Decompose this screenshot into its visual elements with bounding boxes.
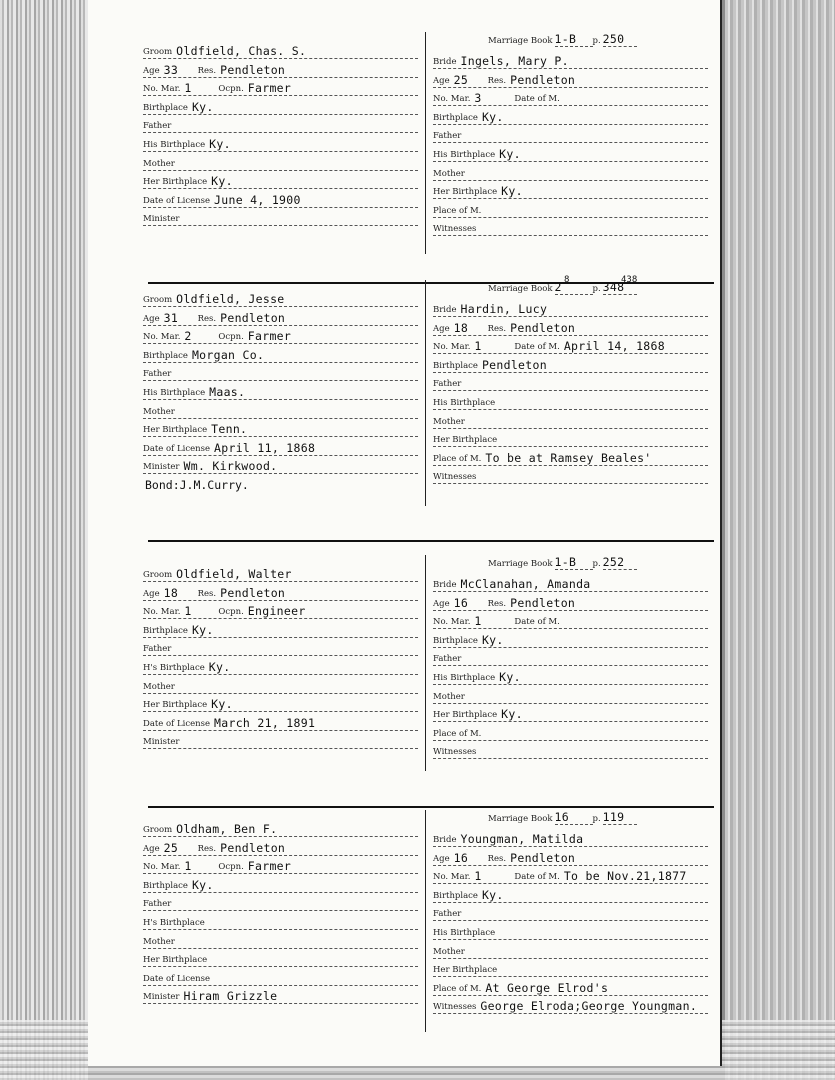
groom-no-mar: 1 (184, 859, 192, 874)
marriage-record-page (88, 0, 722, 1066)
bride-label: Bride (433, 580, 457, 590)
groom-name: Oldfield, Jesse (176, 292, 285, 306)
father-label: Father (143, 644, 172, 655)
form-field (143, 584, 418, 601)
column-divider (425, 555, 426, 771)
bride-name: Youngman, Matilda (460, 832, 584, 846)
bride-residence: Pendleton (510, 850, 576, 865)
bride-mother-birthplace: Ky. (501, 184, 523, 199)
minister-label: Minister (143, 462, 180, 473)
column-divider (425, 810, 426, 1032)
mother-label: Mother (433, 691, 465, 702)
groom-age: 33 (163, 62, 179, 77)
witnesses-label: Witnesses (433, 1002, 477, 1013)
minister-label: Minister (143, 992, 180, 1003)
age-label: Age (143, 313, 160, 324)
minister-name: Wm. Kirkwood. (183, 459, 278, 474)
marriage-book-number: 2 (555, 280, 593, 295)
form-field (433, 649, 708, 666)
marriage-book-number-alt: 8 (564, 275, 570, 285)
res-label: Res. (487, 75, 507, 86)
groom-father-birthplace: Maas. (209, 385, 246, 399)
age-label: Age (143, 65, 160, 76)
minister-label: Minister (143, 214, 180, 225)
column-divider (425, 32, 426, 254)
father-label: Father (433, 654, 462, 665)
marriage-book-page: 348 (603, 280, 637, 295)
his-birthplace-label: His Birthplace (433, 150, 496, 160)
date-of-license: April 11, 1868 (214, 440, 316, 455)
form-field (143, 876, 418, 893)
groom-no-mar: 1 (184, 604, 192, 619)
bride-mother-birthplace: Ky. (501, 707, 523, 722)
date-of-license: March 21, 1891 (214, 715, 316, 730)
form-field (433, 942, 708, 959)
form-field (433, 668, 708, 685)
form-field (433, 923, 708, 940)
form-field (143, 154, 418, 171)
bride-label: Bride (433, 835, 457, 845)
no-mar-label: No. Mar. (433, 342, 471, 353)
groom-name: Oldfield, Chas. S. (176, 44, 307, 58)
marriage-book-ref (488, 32, 637, 47)
bride-age: 16 (453, 850, 469, 865)
birthplace-label: Birthplace (143, 350, 188, 361)
groom-occupation: Farmer (247, 81, 292, 96)
no-mar-label: No. Mar. (143, 862, 181, 873)
groom-name: Oldham, Ben F. (176, 822, 278, 836)
form-field (143, 658, 418, 675)
form-field (143, 172, 418, 189)
form-field (433, 830, 708, 847)
marriage-book-label: Marriage Book (488, 559, 553, 569)
form-field (143, 913, 418, 930)
groom-father-birthplace: Ky. (208, 660, 231, 674)
age-label: Age (143, 843, 160, 854)
column-divider (425, 280, 426, 506)
her-birthplace-label: Her Birthplace (143, 700, 208, 711)
date-of-license-label: Date of License (143, 973, 211, 984)
groom-no-mar: 2 (184, 329, 192, 344)
bride-birthplace: Ky. (481, 632, 504, 647)
form-field (433, 997, 708, 1014)
form-field (433, 849, 708, 866)
groom-occupation: Engineer (247, 604, 306, 619)
place-of-marriage: To be at Ramsey Beales' (485, 450, 652, 465)
groom-age: 25 (163, 840, 179, 855)
marriage-book-label: Marriage Book (488, 284, 553, 294)
mother-label: Mother (433, 946, 465, 957)
date-of-marriage: April 14, 1868 (563, 339, 665, 354)
ocpn-label: Ocpn. (218, 862, 244, 873)
form-field (143, 839, 418, 856)
form-field (143, 383, 418, 400)
form-field (433, 52, 708, 69)
form-field (143, 602, 418, 619)
witnesses-label: Witnesses (433, 224, 477, 235)
date-of-license-label: Date of License (143, 195, 211, 206)
page-label: p. (592, 559, 601, 569)
ocpn-label: Ocpn. (218, 84, 244, 95)
date-of-license-label: Date of License (143, 718, 211, 729)
no-mar-label: No. Mar. (433, 872, 471, 883)
groom-residence: Pendleton (220, 840, 286, 855)
father-label: Father (433, 379, 462, 390)
form-field (433, 71, 708, 88)
form-field (433, 319, 708, 336)
form-field (433, 612, 708, 629)
mother-label: Mother (143, 936, 175, 947)
groom-occupation: Farmer (247, 859, 292, 874)
marriage-book-ref (488, 555, 637, 570)
his-birthplace-label: His Birthplace (143, 140, 206, 150)
bride-no-mar: 1 (474, 614, 482, 629)
form-field (433, 867, 708, 884)
scan-edge-left (0, 0, 88, 1080)
minister-name: Hiram Grizzle (183, 989, 278, 1004)
groom-age: 18 (163, 585, 179, 600)
form-field (143, 402, 418, 419)
birthplace-label: Birthplace (143, 880, 188, 891)
form-field (433, 449, 708, 466)
bride-residence: Pendleton (510, 72, 576, 87)
page-label: p. (592, 284, 601, 294)
date-of-license: June 4, 1900 (214, 192, 301, 207)
her-birthplace-label: Her Birthplace (433, 187, 498, 198)
form-field (143, 420, 418, 437)
form-field (143, 309, 418, 326)
page-label: p. (592, 36, 601, 46)
groom-label: Groom (143, 295, 173, 305)
father-label: Father (143, 369, 172, 380)
marriage-book-number: 1-B (555, 32, 593, 47)
date-of-m-label: Date of M. (514, 342, 560, 353)
marriage-book-label: Marriage Book (488, 36, 553, 46)
place-of-m-label: Place of M. (433, 983, 482, 994)
form-field (433, 631, 708, 648)
res-label: Res. (197, 843, 217, 854)
bride-name: Hardin, Lucy (460, 302, 548, 316)
form-field (433, 89, 708, 106)
form-field (143, 457, 418, 474)
form-field (143, 732, 418, 749)
form-field (433, 300, 708, 317)
his-birthplace-label: H's Birthplace (143, 918, 205, 928)
her-birthplace-label: Her Birthplace (143, 955, 208, 966)
form-field (433, 412, 708, 429)
mother-label: Mother (433, 416, 465, 427)
place-of-m-label: Place of M. (433, 728, 482, 739)
form-field (143, 42, 418, 59)
res-label: Res. (487, 323, 507, 334)
her-birthplace-label: Her Birthplace (143, 177, 208, 188)
marriage-book-ref (488, 810, 637, 825)
form-field (143, 857, 418, 874)
form-field (433, 886, 708, 903)
form-field (433, 742, 708, 759)
place-of-marriage: At George Elrod's (485, 980, 609, 995)
birthplace-label: Birthplace (433, 635, 478, 646)
date-of-m-label: Date of M. (514, 617, 560, 628)
witnesses: George Elroda;George Youngman. (480, 999, 698, 1014)
res-label: Res. (197, 65, 217, 76)
groom-mother-birthplace: Tenn. (211, 422, 248, 437)
age-label: Age (433, 75, 450, 86)
form-field (143, 290, 418, 307)
birthplace-label: Birthplace (433, 112, 478, 123)
groom-father-birthplace: Ky. (209, 137, 231, 151)
form-field (433, 594, 708, 611)
no-mar-label: No. Mar. (143, 332, 181, 343)
form-field (143, 346, 418, 363)
section-rule (148, 540, 714, 542)
her-birthplace-label: Her Birthplace (143, 425, 208, 436)
marriage-book-number: 16 (555, 810, 593, 825)
groom-no-mar: 1 (184, 81, 192, 96)
groom-occupation: Farmer (247, 329, 292, 344)
bride-no-mar: 3 (474, 91, 482, 106)
form-field (433, 374, 708, 391)
form-field (143, 327, 418, 344)
groom-name: Oldfield, Walter (176, 567, 292, 581)
form-field (433, 724, 708, 741)
bride-father-birthplace: Ky. (499, 147, 521, 161)
father-label: Father (433, 909, 462, 920)
father-label: Father (143, 899, 172, 910)
his-birthplace-label: His Birthplace (433, 928, 496, 938)
form-field (433, 337, 708, 354)
groom-label: Groom (143, 825, 173, 835)
age-label: Age (433, 323, 450, 334)
form-field (433, 687, 708, 704)
form-field (143, 364, 418, 381)
ocpn-label: Ocpn. (218, 332, 244, 343)
scan-edge-right (725, 0, 835, 1080)
date-of-m-label: Date of M. (514, 94, 560, 105)
res-label: Res. (197, 588, 217, 599)
form-field (433, 108, 708, 125)
no-mar-label: No. Mar. (433, 94, 471, 105)
form-field (143, 116, 418, 133)
groom-mother-birthplace: Ky. (211, 174, 233, 189)
place-of-m-label: Place of M. (433, 205, 482, 216)
birthplace-label: Birthplace (433, 360, 478, 371)
form-field (143, 969, 418, 986)
res-label: Res. (197, 313, 217, 324)
form-field (143, 695, 418, 712)
birthplace-label: Birthplace (143, 625, 188, 636)
form-field (433, 430, 708, 447)
marriage-book-page: 252 (603, 555, 637, 570)
ocpn-label: Ocpn. (218, 607, 244, 618)
form-field (143, 209, 418, 226)
bride-no-mar: 1 (474, 869, 482, 884)
age-label: Age (433, 853, 450, 864)
her-birthplace-label: Her Birthplace (433, 435, 498, 446)
groom-label: Groom (143, 47, 173, 57)
section-rule (148, 806, 714, 808)
bride-age: 25 (453, 72, 469, 87)
form-field (433, 201, 708, 218)
form-field (433, 979, 708, 996)
groom-birthplace: Ky. (191, 99, 214, 114)
bond-note: Bond:J.M.Curry. (145, 478, 249, 492)
mother-label: Mother (143, 158, 175, 169)
bride-birthplace: Ky. (481, 109, 504, 124)
form-field (143, 987, 418, 1004)
witnesses-label: Witnesses (433, 747, 477, 758)
form-field (143, 439, 418, 456)
place-of-m-label: Place of M. (433, 453, 482, 464)
form-field (433, 182, 708, 199)
age-label: Age (433, 598, 450, 609)
marriage-book-number: 1-B (555, 555, 593, 570)
marriage-book-label: Marriage Book (488, 814, 553, 824)
form-field (433, 467, 708, 484)
bride-age: 16 (453, 595, 469, 610)
groom-mother-birthplace: Ky. (211, 697, 233, 712)
form-field (143, 714, 418, 731)
form-field (143, 135, 418, 152)
his-birthplace-label: His Birthplace (433, 398, 496, 408)
bride-label: Bride (433, 57, 457, 67)
bride-father-birthplace: Ky. (499, 670, 521, 684)
age-label: Age (143, 588, 160, 599)
groom-residence: Pendleton (220, 585, 286, 600)
groom-residence: Pendleton (220, 62, 286, 77)
bride-birthplace: Pendleton (481, 357, 547, 372)
date-of-m-label: Date of M. (514, 872, 560, 883)
res-label: Res. (487, 853, 507, 864)
birthplace-label: Birthplace (143, 102, 188, 113)
mother-label: Mother (143, 681, 175, 692)
groom-residence: Pendleton (220, 310, 286, 325)
mother-label: Mother (433, 168, 465, 179)
bride-name: McClanahan, Amanda (460, 577, 591, 591)
groom-birthplace: Ky. (191, 877, 214, 892)
form-field (143, 565, 418, 582)
form-field (143, 932, 418, 949)
form-field (143, 79, 418, 96)
mother-label: Mother (143, 406, 175, 417)
form-field (433, 904, 708, 921)
marriage-book-ref (488, 280, 637, 295)
bride-birthplace: Ky. (481, 887, 504, 902)
form-field (143, 191, 418, 208)
bride-label: Bride (433, 305, 457, 315)
groom-birthplace: Morgan Co. (191, 347, 265, 362)
bride-residence: Pendleton (510, 320, 576, 335)
form-field (143, 677, 418, 694)
form-field (433, 575, 708, 592)
form-field (143, 820, 418, 837)
no-mar-label: No. Mar. (433, 617, 471, 628)
marriage-book-page: 119 (603, 810, 637, 825)
father-label: Father (143, 121, 172, 132)
form-field (433, 960, 708, 977)
form-field (143, 950, 418, 967)
form-field (143, 98, 418, 115)
form-field (143, 61, 418, 78)
no-mar-label: No. Mar. (143, 607, 181, 618)
form-field (433, 356, 708, 373)
her-birthplace-label: Her Birthplace (433, 965, 498, 976)
bride-no-mar: 1 (474, 339, 482, 354)
form-field (433, 126, 708, 143)
groom-age: 31 (163, 310, 179, 325)
father-label: Father (433, 131, 462, 142)
date-of-marriage: To be Nov.21,1877 (563, 869, 687, 884)
form-field (433, 164, 708, 181)
form-field (433, 705, 708, 722)
groom-birthplace: Ky. (191, 622, 214, 637)
birthplace-label: Birthplace (433, 890, 478, 901)
his-birthplace-label: His Birthplace (143, 388, 206, 398)
his-birthplace-label: His Birthplace (433, 673, 496, 683)
his-birthplace-label: H's Birthplace (143, 663, 205, 673)
date-of-license-label: Date of License (143, 443, 211, 454)
res-label: Res. (487, 598, 507, 609)
form-field (433, 145, 708, 162)
groom-label: Groom (143, 570, 173, 580)
her-birthplace-label: Her Birthplace (433, 710, 498, 721)
bride-name: Ingels, Mary P. (460, 54, 569, 68)
form-field (143, 639, 418, 656)
no-mar-label: No. Mar. (143, 84, 181, 95)
form-field (433, 219, 708, 236)
marriage-book-page-alt: 438 (621, 275, 638, 285)
witnesses-label: Witnesses (433, 472, 477, 483)
bride-residence: Pendleton (510, 595, 576, 610)
minister-label: Minister (143, 737, 180, 748)
page-label: p. (592, 814, 601, 824)
bride-age: 18 (453, 320, 469, 335)
marriage-book-page: 250 (603, 32, 637, 47)
form-field (143, 894, 418, 911)
form-field (143, 621, 418, 638)
form-field (433, 393, 708, 410)
